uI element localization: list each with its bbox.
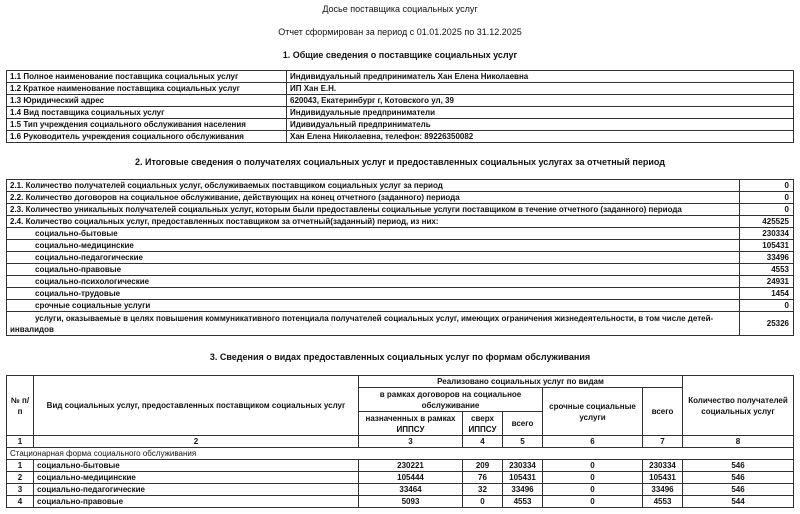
col-number: 6 — [543, 436, 643, 448]
total-value: 105431 — [643, 472, 683, 484]
table-row — [7, 472, 794, 484]
recipients-value: 546 — [683, 484, 794, 496]
document-title: Досье поставщика социальных услуг — [322, 4, 478, 14]
table-row — [7, 83, 794, 95]
row-number: 1 — [7, 460, 34, 472]
field-label: 1.5 Тип учреждения социального обслуживания населения — [7, 119, 287, 131]
column-numbers-row — [7, 436, 794, 448]
summary-label: 2.3. Количество уникальных получателей социальных услуг, которым были предоставлены социальные услуги поставщиком в течение отчетного (заданного) периода — [7, 204, 740, 216]
field-label: 1.1 Полное наименование поставщика социальных услуг — [7, 71, 287, 83]
total-contract-value: 105431 — [503, 472, 543, 484]
header-extra: сверх ИППСУ — [463, 412, 503, 436]
field-label: 1.4 Вид поставщика социальных услуг — [7, 107, 287, 119]
subrow-value: 105431 — [740, 240, 794, 252]
subrow-value: 0 — [740, 300, 794, 312]
summary-label: 2.4. Количество социальных услуг, предоставленных поставщиком за отчетный(заданный) период, из них: — [7, 216, 740, 228]
extra-value: 76 — [463, 472, 503, 484]
table-row — [7, 228, 794, 240]
header-kind: Вид социальных услуг, предоставленных поставщиком социальных услуг — [34, 376, 359, 436]
subrow-value: 4553 — [740, 264, 794, 276]
extra-value: 0 — [463, 496, 503, 508]
table-row — [7, 276, 794, 288]
subrow-value: 230334 — [740, 228, 794, 240]
table-row — [7, 131, 794, 143]
subrow-label: социально-педагогические — [7, 252, 740, 264]
service-kind: социально-медицинские — [34, 472, 359, 484]
row-number: 3 — [7, 484, 34, 496]
extra-value: 32 — [463, 484, 503, 496]
row-number: 4 — [7, 496, 34, 508]
total-contract-value: 33496 — [503, 484, 543, 496]
table-row — [7, 95, 794, 107]
subrow-label: срочные социальные услуги — [7, 300, 740, 312]
row-number: 2 — [7, 472, 34, 484]
assigned-value: 105444 — [359, 472, 463, 484]
assigned-value: 33464 — [359, 484, 463, 496]
table-row — [7, 460, 794, 472]
subrow-value: 24931 — [740, 276, 794, 288]
header-recipients: Количество получателей социальных услуг — [683, 376, 794, 436]
group-label: Стационарная форма социального обслуживания — [7, 448, 794, 460]
col-number: 4 — [463, 436, 503, 448]
field-value: ИП Хан Е.Н. — [287, 83, 794, 95]
col-number: 2 — [34, 436, 359, 448]
header-assigned: назначенных в рамках ИППСУ — [359, 412, 463, 436]
urgent-value: 0 — [543, 472, 643, 484]
recipients-value: 546 — [683, 472, 794, 484]
summary-value: 0 — [740, 192, 794, 204]
services-by-form-table — [6, 375, 794, 508]
recipients-value: 544 — [683, 496, 794, 508]
provider-info-table — [6, 70, 794, 143]
table-row — [7, 240, 794, 252]
field-label: 1.6 Руководитель учреждения социального обслуживания — [7, 131, 287, 143]
table-row — [7, 192, 794, 204]
urgent-value: 0 — [543, 496, 643, 508]
extra-value: 209 — [463, 460, 503, 472]
summary-value: 0 — [740, 180, 794, 192]
summary-value: 0 — [740, 204, 794, 216]
subrow-value: 33496 — [740, 252, 794, 264]
table-row — [7, 119, 794, 131]
service-kind: социально-бытовые — [34, 460, 359, 472]
table-row — [7, 204, 794, 216]
summary-value: 425525 — [740, 216, 794, 228]
subrow-label: социально-бытовые — [7, 228, 740, 240]
col-number: 7 — [643, 436, 683, 448]
table-row — [7, 300, 794, 312]
header-total: всего — [643, 388, 683, 436]
header-urgent: срочные социальные услуги — [543, 388, 643, 436]
table-row — [7, 496, 794, 508]
field-value: Хан Елена Николаевна, телефон: 89226350082 — [287, 131, 794, 143]
summary-label: 2.1. Количество получателей социальных услуг, обслуживаемых поставщиком социальных услуг за период — [7, 180, 740, 192]
total-value: 33496 — [643, 484, 683, 496]
subrow-label: социально-трудовые — [7, 288, 740, 300]
subrow-label-wrap — [7, 312, 740, 336]
urgent-value: 0 — [543, 484, 643, 496]
section3-heading: 3. Сведения о видах предоставленных социальных услуг по формам обслуживания — [209, 352, 591, 362]
total-contract-value: 4553 — [503, 496, 543, 508]
subrow-label: социально-медицинские — [7, 240, 740, 252]
subrow-label: услуги, оказываемые в целях повышения коммуникативного потенциала получателей социальных услуг, имеющих ограничения жизнедеятельности, в том числе детей-инвалидов — [10, 313, 714, 334]
field-value: Индивидуальные предприниматели — [287, 107, 794, 119]
header-realized: Реализовано социальных услуг по видам — [359, 376, 683, 388]
assigned-value: 230221 — [359, 460, 463, 472]
table-row — [7, 71, 794, 83]
subrow-value: 1454 — [740, 288, 794, 300]
table-row — [7, 312, 794, 336]
group-row — [7, 448, 794, 460]
summary-label: 2.2. Количество договоров на социальное обслуживание, действующих на конец отчетного (заданного) периода — [7, 192, 740, 204]
table-row — [7, 216, 794, 228]
col-number: 5 — [503, 436, 543, 448]
table-row — [7, 180, 794, 192]
field-value: Идивидуальный предприниматель — [287, 119, 794, 131]
total-contract-value: 230334 — [503, 460, 543, 472]
header-num: № п/п — [7, 376, 34, 436]
recipients-value: 546 — [683, 460, 794, 472]
urgent-value: 0 — [543, 460, 643, 472]
col-number: 3 — [359, 436, 463, 448]
table-row — [7, 252, 794, 264]
total-value: 230334 — [643, 460, 683, 472]
summary-table — [6, 179, 794, 336]
field-label: 1.3 Юридический адрес — [7, 95, 287, 107]
subrow-label: социально-психологические — [7, 276, 740, 288]
col-number: 1 — [7, 436, 34, 448]
assigned-value: 5093 — [359, 496, 463, 508]
section2-heading: 2. Итоговые сведения о получателях социальных услуг и предоставленных социальных услугах за отчетный период — [135, 157, 665, 167]
table-row — [7, 288, 794, 300]
table-row — [7, 264, 794, 276]
service-kind: социально-педагогические — [34, 484, 359, 496]
section1-heading: 1. Общие сведения о поставщике социальных услуг — [282, 50, 518, 60]
header-contracts: в рамках договоров на социальное обслуживание — [359, 388, 543, 412]
header-total-contract: всего — [503, 412, 543, 436]
report-period: Отчет сформирован за период с 01.01.2025 по 31.12.2025 — [278, 27, 522, 37]
field-value: Индивидуальный предприниматель Хан Елена Николаевна — [287, 71, 794, 83]
field-label: 1.2 Краткое наименование поставщика социальных услуг — [7, 83, 287, 95]
field-value: 620043, Екатеринбург г, Котовского ул, 39 — [287, 95, 794, 107]
subrow-value: 25326 — [740, 312, 794, 336]
col-number: 8 — [683, 436, 794, 448]
subrow-label: социально-правовые — [7, 264, 740, 276]
table-row — [7, 107, 794, 119]
service-kind: социально-правовые — [34, 496, 359, 508]
total-value: 4553 — [643, 496, 683, 508]
table-row — [7, 484, 794, 496]
